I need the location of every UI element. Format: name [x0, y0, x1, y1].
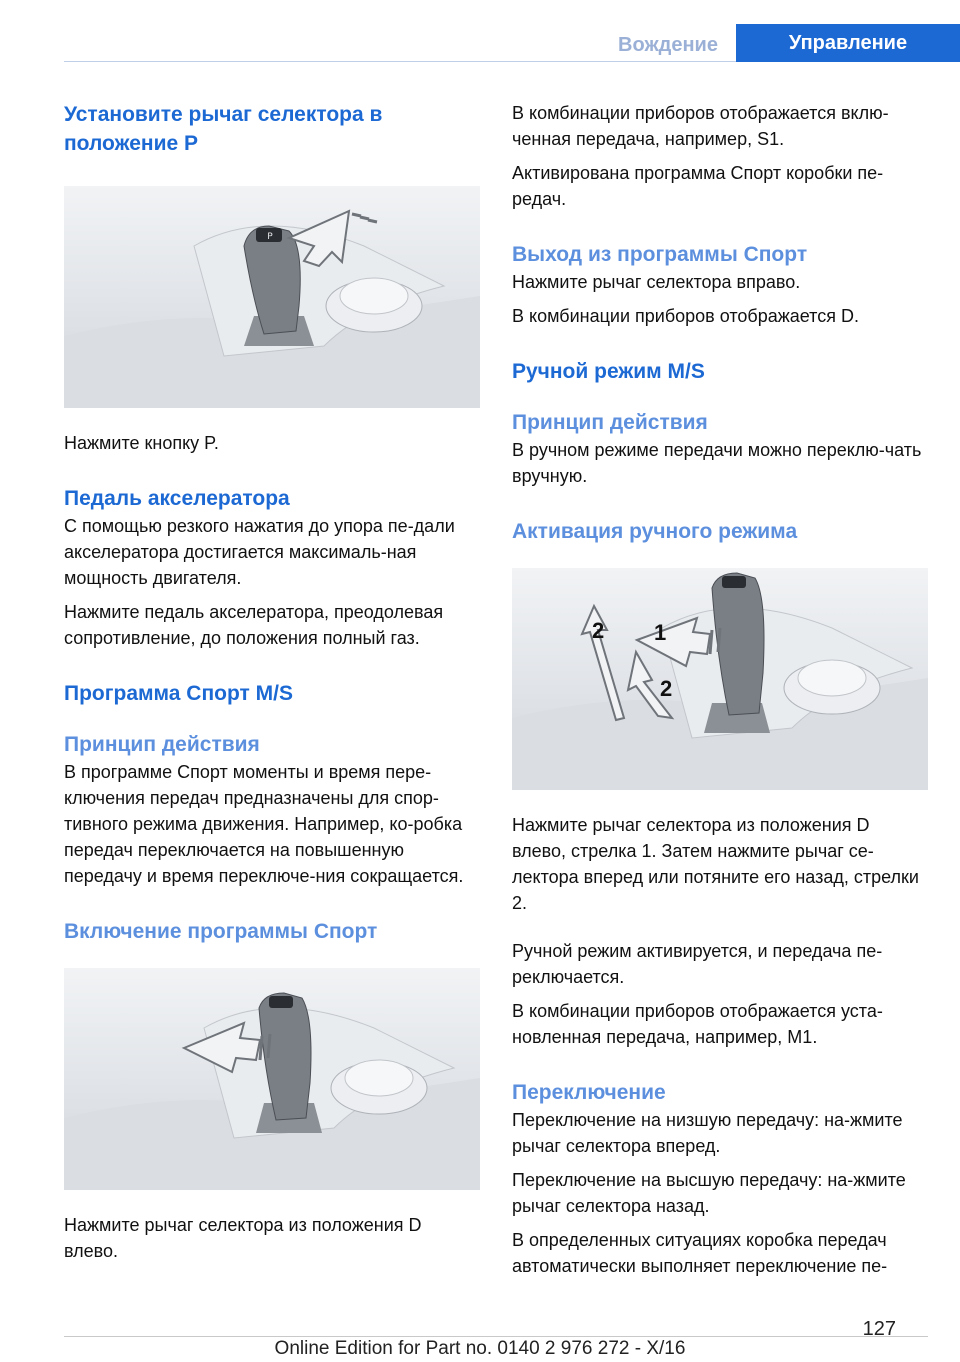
- text-sport-on: Нажмите рычаг селектора из положения D влево.: [64, 1215, 422, 1261]
- heading-set-p: Установите рычаг селектора в положение P: [64, 103, 383, 155]
- heading-sport-ms: Программа Спорт M/S: [64, 682, 293, 705]
- text-sport-active: Активирована программа Спорт коробки пе-редач.: [512, 163, 884, 209]
- text-shift-up: Переключение на высшую передачу: на-жмите рычаг селектора назад.: [512, 1170, 906, 1216]
- figure-press-p-button: [64, 186, 480, 408]
- footer-line: [64, 1336, 928, 1337]
- text-manual-active: Ручной режим активируется, и передача пе-реключается.: [512, 941, 883, 987]
- figure-sport-on: [64, 968, 480, 1190]
- text-accelerator-2: Нажмите педаль акселератора, преодолевая сопротивление, до положения полный газ.: [64, 602, 444, 648]
- svg-text:P: P: [267, 232, 273, 242]
- text-exit-2: В комбинации приборов отображается D.: [512, 306, 859, 326]
- right-column: [512, 100, 928, 1279]
- heading-sport-on: Включение программы Спорт: [64, 920, 378, 943]
- arrow-label-2-top: 2: [592, 618, 605, 643]
- page-number: 127: [862, 1318, 896, 1340]
- text-manual-on: Нажмите рычаг селектора из положения D влево, стрелка 1. Затем нажмите рычаг се-лектора вперед или потяните его назад, стрелки 2.: [512, 815, 919, 913]
- text-shift-down: Переключение на низшую передачу: на-жмите рычаг селектора вперед.: [512, 1110, 903, 1156]
- figure-manual-on: [512, 568, 928, 790]
- text-sport-principle: В программе Спорт моменты и время пере-ключения передач предназначены для спор-тивного режима движения. Например, ко-робка передач переключается на повышенную передачу и время переключе-ния сокращается.: [64, 762, 464, 886]
- heading-principle-manual: Принцип действия: [512, 411, 708, 434]
- text-press-p: Нажмите кнопку P.: [64, 433, 219, 453]
- text-manual-principle: В ручном режиме передачи можно переклю-чать вручную.: [512, 440, 922, 486]
- text-auto-shift: В определенных ситуациях коробка передач автоматически выполняет переключение пе-: [512, 1230, 888, 1276]
- text-accelerator-1: С помощью резкого нажатия до упора пе-дали акселератора достигается максималь-ная мощность двигателя.: [64, 516, 455, 588]
- arrow-label-2-bottom: 2: [660, 676, 673, 701]
- heading-accelerator: Педаль акселератора: [64, 487, 290, 510]
- text-display-s1: В комбинации приборов отображается вклю-ченная передача, например, S1.: [512, 103, 889, 149]
- heading-manual-on: Активация ручного режима: [512, 520, 798, 543]
- text-display-m1: В комбинации приборов отображается уста-новленная передача, например, M1.: [512, 1001, 883, 1047]
- footer-edition: Online Edition for Part no. 0140 2 976 272 - X/16: [274, 1338, 686, 1359]
- tab-controls[interactable]: Управление: [736, 24, 960, 62]
- left-column: [64, 100, 480, 1264]
- arrow-label-1: 1: [654, 620, 667, 645]
- heading-manual: Ручной режим M/S: [512, 360, 705, 383]
- tab-driving[interactable]: Вождение: [618, 33, 718, 56]
- heading-principle-sport: Принцип действия: [64, 733, 260, 756]
- text-exit-1: Нажмите рычаг селектора вправо.: [512, 272, 801, 292]
- heading-sport-exit: Выход из программы Спорт: [512, 243, 808, 266]
- heading-shifting: Переключение: [512, 1081, 666, 1104]
